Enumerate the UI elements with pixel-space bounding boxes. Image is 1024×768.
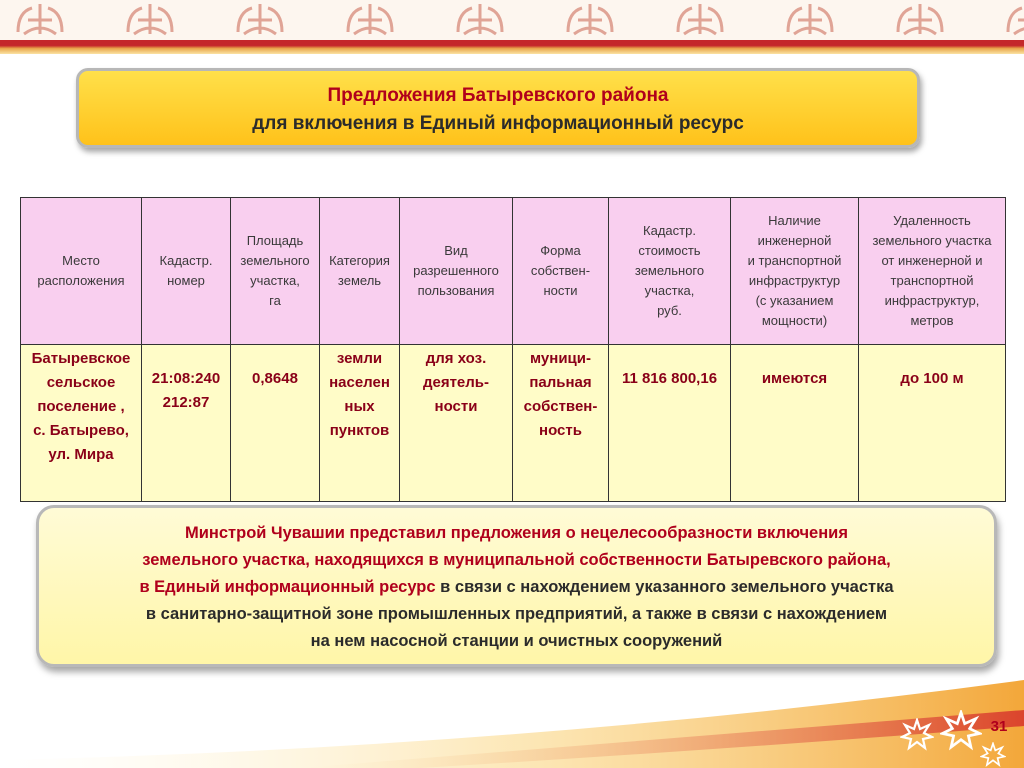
header-text: Удаленность <box>893 213 971 228</box>
table-header-cell <box>400 198 513 345</box>
cell-text: пунктов <box>329 422 390 439</box>
table-cell <box>513 345 609 502</box>
table-header-cell <box>513 198 609 345</box>
note-line-2: земельного участка, находящихся в муниципальной собственности Батыревского района, <box>142 551 891 569</box>
header-text: расположения <box>37 273 125 288</box>
header-text: пользования <box>417 283 495 298</box>
decorative-swoosh <box>0 640 1024 768</box>
header-text: Категория <box>329 253 390 268</box>
cell-text: деятель- <box>422 374 490 391</box>
star-ornament-icon <box>940 710 982 752</box>
header-text: Кадастр. <box>159 253 213 268</box>
header-text: номер <box>167 273 205 288</box>
header-text: земельного участка <box>872 233 992 248</box>
header-text: инфраструктур, <box>884 293 980 308</box>
cell-text: с. Батырево, <box>33 422 129 439</box>
header-text: Наличие <box>768 213 821 228</box>
cell-text: ность <box>539 422 582 439</box>
table-row <box>21 345 1006 502</box>
header-text: транспортной <box>890 273 974 288</box>
table-header-row <box>21 198 1006 345</box>
note-line-4: в санитарно-защитной зоне промышленных предприятий, а также в связи с нахождением <box>145 605 888 623</box>
cell-text: 21:08:240 <box>151 370 221 387</box>
header-text: инфраструктур <box>748 273 841 288</box>
table-header-cell <box>731 198 859 345</box>
header-text: от инженерной и <box>881 253 983 268</box>
cell-text: 0,8648 <box>252 370 298 387</box>
header-text: Площадь <box>246 233 304 248</box>
cell-text: для хоз. <box>425 350 487 367</box>
header-text: Кадастр. <box>643 223 696 238</box>
table-cell <box>609 345 731 502</box>
header-text: (с указанием <box>755 293 834 308</box>
table-cell <box>731 345 859 502</box>
chuvash-ornament-icon <box>0 0 1024 40</box>
table-cell <box>859 345 1006 502</box>
table-cell <box>400 345 513 502</box>
note-line-1: Минстрой Чувашии представил предложения о нецелесообразности включения <box>185 524 848 542</box>
land-plot-table <box>20 197 1006 502</box>
header-text: участка, <box>250 273 300 288</box>
ornament-band <box>0 0 1024 40</box>
table-header-cell <box>21 198 142 345</box>
star-ornament-icon <box>980 742 1006 768</box>
header-text: га <box>269 293 281 308</box>
table-cell <box>231 345 320 502</box>
table-header-cell <box>231 198 320 345</box>
cell-text: до 100 м <box>900 370 964 387</box>
header-text: Вид <box>444 243 468 258</box>
cell-text: 212:87 <box>162 394 210 411</box>
header-text: разрешенного <box>413 263 499 278</box>
cell-text: ных <box>344 398 375 415</box>
cell-text: ности <box>434 398 478 415</box>
header-stripe <box>0 40 1024 54</box>
header-text: ности <box>543 283 578 298</box>
header-text: и транспортной <box>747 253 842 268</box>
table-header-cell <box>859 198 1006 345</box>
cell-text: ул. Мира <box>48 446 114 463</box>
header-text: метров <box>910 313 954 328</box>
note-line-3-text: в связи с нахождением указанного земельного участка <box>435 578 894 596</box>
header-text: инженерной <box>757 233 832 248</box>
cell-text: имеются <box>761 370 828 387</box>
header-text: Форма <box>540 243 581 258</box>
title-line-1: Предложения Батыревского района <box>327 85 669 106</box>
note-line-3-highlight: в Единый информационный ресурс <box>139 578 436 596</box>
cell-text: земли <box>336 350 383 367</box>
star-ornament-icon <box>900 718 934 752</box>
cell-text: сельское <box>46 374 116 391</box>
header-text: стоимость <box>638 243 701 258</box>
note-line-3 <box>39 574 994 601</box>
cell-text: населен <box>329 374 390 391</box>
table-cell <box>142 345 231 502</box>
header-text: земельного <box>240 253 310 268</box>
table-cell <box>320 345 400 502</box>
cell-text: поселение , <box>37 398 125 415</box>
cell-text: муници- <box>530 350 591 367</box>
header-text: Место <box>62 253 100 268</box>
cell-text: пальная <box>529 374 592 391</box>
table-header-cell <box>142 198 231 345</box>
header-text: земель <box>337 273 382 288</box>
page-number: 31 <box>990 718 1008 735</box>
title-line-2: для включения в Единый информационный ресурс <box>252 113 744 134</box>
table-header-cell <box>609 198 731 345</box>
cell-text: собствен- <box>523 398 598 415</box>
header-text: собствен- <box>530 263 591 278</box>
header-text: руб. <box>657 303 682 318</box>
table-header-cell <box>320 198 400 345</box>
cell-text: 11 816 800,16 <box>621 370 718 387</box>
title-box <box>76 68 920 148</box>
header-text: мощности) <box>761 313 828 328</box>
cell-text: Батыревское <box>31 350 131 367</box>
header-text: земельного <box>634 263 705 278</box>
header-text: участка, <box>644 283 695 298</box>
table-cell <box>21 345 142 502</box>
note-line-5: на нем насосной станции и очистных сооружений <box>310 632 723 650</box>
